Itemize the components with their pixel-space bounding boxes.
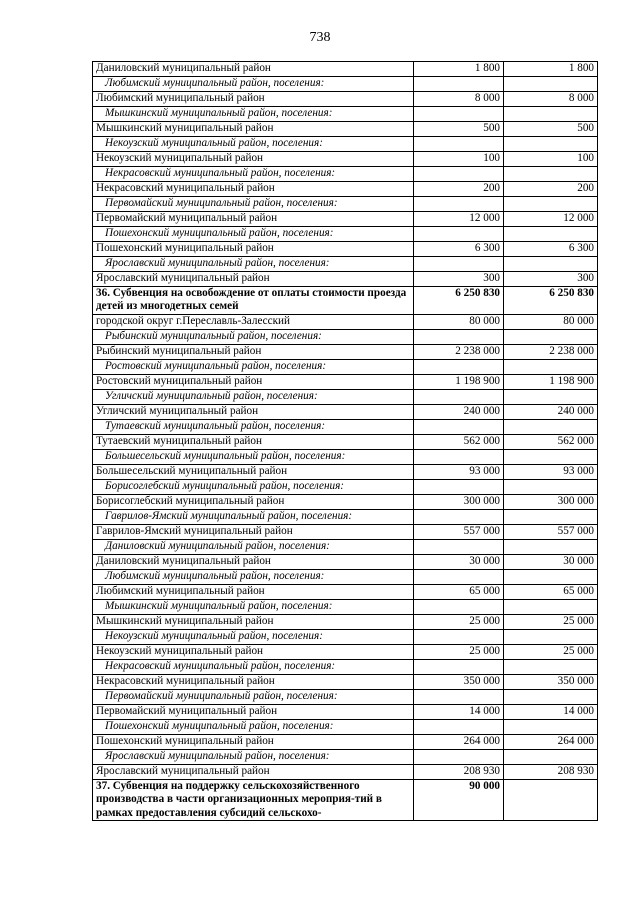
value-cell-2: 300 xyxy=(504,272,598,287)
table-row xyxy=(93,314,598,329)
value-cell-1 xyxy=(414,539,504,554)
row-name-cell: Мышкинский муниципальный район, поселения: xyxy=(93,107,414,122)
value-cell-2 xyxy=(504,167,598,182)
value-cell-1: 65 000 xyxy=(414,584,504,599)
row-name-cell: Первомайский муниципальный район, поселения: xyxy=(93,689,414,704)
subheading-row xyxy=(93,539,598,554)
table-row xyxy=(93,704,598,719)
value-cell-1 xyxy=(414,659,504,674)
table-row xyxy=(93,614,598,629)
value-cell-2 xyxy=(504,107,598,122)
row-name-cell: Первомайский муниципальный район, поселения: xyxy=(93,197,414,212)
value-cell-2: 208 930 xyxy=(504,764,598,779)
value-cell-1 xyxy=(414,77,504,92)
value-cell-1 xyxy=(414,227,504,242)
table-row xyxy=(93,212,598,227)
value-cell-2: 562 000 xyxy=(504,434,598,449)
value-cell-1 xyxy=(414,479,504,494)
row-name-cell: Некрасовский муниципальный район, поселения: xyxy=(93,659,414,674)
table-row xyxy=(93,272,598,287)
row-name-cell: Рыбинский муниципальный район, поселения: xyxy=(93,329,414,344)
value-cell-1: 25 000 xyxy=(414,644,504,659)
row-name-cell: Даниловский муниципальный район xyxy=(93,554,414,569)
table-row xyxy=(93,674,598,689)
subheading-row xyxy=(93,659,598,674)
value-cell-2: 2 238 000 xyxy=(504,344,598,359)
value-cell-2 xyxy=(504,509,598,524)
row-name-cell: Большесельский муниципальный район xyxy=(93,464,414,479)
value-cell-2: 6 250 830 xyxy=(504,287,598,315)
table-row xyxy=(93,644,598,659)
value-cell-1: 240 000 xyxy=(414,404,504,419)
value-cell-1: 350 000 xyxy=(414,674,504,689)
row-name-cell: Гаврилов-Ямский муниципальный район xyxy=(93,524,414,539)
row-name-cell: 36. Субвенция на освобождение от оплаты стоимости проезда детей из многодетных семей xyxy=(93,287,414,315)
value-cell-2 xyxy=(504,419,598,434)
row-name-cell: Угличский муниципальный район xyxy=(93,404,414,419)
row-name-cell: Рыбинский муниципальный район xyxy=(93,344,414,359)
row-name-cell: Тутаевский муниципальный район xyxy=(93,434,414,449)
value-cell-1 xyxy=(414,257,504,272)
value-cell-2 xyxy=(504,719,598,734)
table-row xyxy=(93,182,598,197)
row-name-cell: Некрасовский муниципальный район xyxy=(93,674,414,689)
value-cell-1 xyxy=(414,599,504,614)
row-name-cell: Ярославский муниципальный район, поселения: xyxy=(93,257,414,272)
value-cell-1: 300 xyxy=(414,272,504,287)
row-name-cell: Любимский муниципальный район, поселения: xyxy=(93,569,414,584)
row-name-cell: Пошехонский муниципальный район, поселения: xyxy=(93,719,414,734)
value-cell-1: 200 xyxy=(414,182,504,197)
value-cell-2: 6 300 xyxy=(504,242,598,257)
row-name-cell: Большесельский муниципальный район, поселения: xyxy=(93,449,414,464)
value-cell-2 xyxy=(504,227,598,242)
value-cell-1: 562 000 xyxy=(414,434,504,449)
row-name-cell: Пошехонский муниципальный район, поселения: xyxy=(93,227,414,242)
row-name-cell: Некрасовский муниципальный район xyxy=(93,182,414,197)
value-cell-1 xyxy=(414,719,504,734)
row-name-cell: Пошехонский муниципальный район xyxy=(93,242,414,257)
budget-table xyxy=(92,61,598,821)
subheading-row xyxy=(93,77,598,92)
subheading-row xyxy=(93,749,598,764)
subheading-row xyxy=(93,137,598,152)
value-cell-1: 6 250 830 xyxy=(414,287,504,315)
row-name-cell: Любимский муниципальный район, поселения: xyxy=(93,77,414,92)
value-cell-1: 2 238 000 xyxy=(414,344,504,359)
value-cell-2 xyxy=(504,779,598,820)
value-cell-2 xyxy=(504,599,598,614)
value-cell-1 xyxy=(414,197,504,212)
subheading-row xyxy=(93,329,598,344)
subheading-row xyxy=(93,629,598,644)
value-cell-1 xyxy=(414,629,504,644)
row-name-cell: Даниловский муниципальный район xyxy=(93,62,414,77)
value-cell-2 xyxy=(504,77,598,92)
subheading-row xyxy=(93,227,598,242)
value-cell-2: 1 198 900 xyxy=(504,374,598,389)
value-cell-1: 208 930 xyxy=(414,764,504,779)
value-cell-2: 200 xyxy=(504,182,598,197)
row-name-cell: Мышкинский муниципальный район, поселения: xyxy=(93,599,414,614)
value-cell-1: 8 000 xyxy=(414,92,504,107)
subheading-row xyxy=(93,689,598,704)
table-row xyxy=(93,122,598,137)
value-cell-1: 93 000 xyxy=(414,464,504,479)
table-row xyxy=(93,524,598,539)
subheading-row xyxy=(93,719,598,734)
value-cell-2 xyxy=(504,359,598,374)
value-cell-1 xyxy=(414,749,504,764)
page-number: 738 xyxy=(309,30,331,45)
subheading-row xyxy=(93,479,598,494)
row-name-cell: Некоузский муниципальный район, поселения: xyxy=(93,137,414,152)
row-name-cell: Некоузский муниципальный район xyxy=(93,644,414,659)
value-cell-2 xyxy=(504,539,598,554)
row-name-cell: Угличский муниципальный район, поселения: xyxy=(93,389,414,404)
subheading-row xyxy=(93,257,598,272)
table-row xyxy=(93,62,598,77)
subheading-row xyxy=(93,359,598,374)
table-row xyxy=(93,464,598,479)
value-cell-2 xyxy=(504,659,598,674)
value-cell-1: 25 000 xyxy=(414,614,504,629)
value-cell-1 xyxy=(414,419,504,434)
subheading-row xyxy=(93,419,598,434)
subheading-row xyxy=(93,449,598,464)
value-cell-2: 93 000 xyxy=(504,464,598,479)
table-row xyxy=(93,494,598,509)
value-cell-2 xyxy=(504,449,598,464)
value-cell-1: 80 000 xyxy=(414,314,504,329)
table-row xyxy=(93,434,598,449)
table-row xyxy=(93,554,598,569)
subheading-row xyxy=(93,197,598,212)
value-cell-1 xyxy=(414,449,504,464)
section-heading-row xyxy=(93,287,598,315)
value-cell-1 xyxy=(414,389,504,404)
value-cell-1 xyxy=(414,107,504,122)
table-row xyxy=(93,242,598,257)
value-cell-1: 30 000 xyxy=(414,554,504,569)
value-cell-2 xyxy=(504,257,598,272)
table-row xyxy=(93,764,598,779)
value-cell-1 xyxy=(414,569,504,584)
value-cell-1: 500 xyxy=(414,122,504,137)
value-cell-2: 8 000 xyxy=(504,92,598,107)
value-cell-1: 90 000 xyxy=(414,779,504,820)
value-cell-1: 1 800 xyxy=(414,62,504,77)
table-row xyxy=(93,152,598,167)
value-cell-1 xyxy=(414,359,504,374)
row-name-cell: Первомайский муниципальный район xyxy=(93,704,414,719)
row-name-cell: Мышкинский муниципальный район xyxy=(93,614,414,629)
section-heading-row xyxy=(93,779,598,820)
row-name-cell: Некоузский муниципальный район, поселения: xyxy=(93,629,414,644)
value-cell-2 xyxy=(504,689,598,704)
row-name-cell: Ростовский муниципальный район, поселения: xyxy=(93,359,414,374)
value-cell-1 xyxy=(414,137,504,152)
table-row xyxy=(93,404,598,419)
value-cell-2: 1 800 xyxy=(504,62,598,77)
value-cell-1: 100 xyxy=(414,152,504,167)
row-name-cell: Некоузский муниципальный район xyxy=(93,152,414,167)
row-name-cell: Пошехонский муниципальный район xyxy=(93,734,414,749)
value-cell-1: 12 000 xyxy=(414,212,504,227)
value-cell-2: 12 000 xyxy=(504,212,598,227)
row-name-cell: Любимский муниципальный район xyxy=(93,584,414,599)
row-name-cell: Мышкинский муниципальный район xyxy=(93,122,414,137)
row-name-cell: Некрасовский муниципальный район, поселения: xyxy=(93,167,414,182)
value-cell-2: 350 000 xyxy=(504,674,598,689)
table-row xyxy=(93,584,598,599)
row-name-cell: Первомайский муниципальный район xyxy=(93,212,414,227)
row-name-cell: Гаврилов-Ямский муниципальный район, поселения: xyxy=(93,509,414,524)
row-name-cell: Ростовский муниципальный район xyxy=(93,374,414,389)
value-cell-2 xyxy=(504,137,598,152)
value-cell-2: 14 000 xyxy=(504,704,598,719)
row-name-cell: Ярославский муниципальный район, поселения: xyxy=(93,749,414,764)
value-cell-2 xyxy=(504,569,598,584)
value-cell-1 xyxy=(414,329,504,344)
value-cell-2: 264 000 xyxy=(504,734,598,749)
value-cell-1: 1 198 900 xyxy=(414,374,504,389)
subheading-row xyxy=(93,389,598,404)
budget-table-body xyxy=(93,62,598,821)
value-cell-1 xyxy=(414,167,504,182)
table-row xyxy=(93,344,598,359)
value-cell-2: 240 000 xyxy=(504,404,598,419)
value-cell-1: 557 000 xyxy=(414,524,504,539)
value-cell-2 xyxy=(504,479,598,494)
subheading-row xyxy=(93,167,598,182)
value-cell-1: 6 300 xyxy=(414,242,504,257)
row-name-cell: Борисоглебский муниципальный район, поселения: xyxy=(93,479,414,494)
subheading-row xyxy=(93,599,598,614)
value-cell-2: 80 000 xyxy=(504,314,598,329)
row-name-cell: городской округ г.Переславль-Залесский xyxy=(93,314,414,329)
row-name-cell: Ярославский муниципальный район xyxy=(93,764,414,779)
value-cell-2: 65 000 xyxy=(504,584,598,599)
subheading-row xyxy=(93,107,598,122)
value-cell-2 xyxy=(504,389,598,404)
value-cell-2 xyxy=(504,629,598,644)
row-name-cell: Борисоглебский муниципальный район xyxy=(93,494,414,509)
row-name-cell: Ярославский муниципальный район xyxy=(93,272,414,287)
value-cell-2 xyxy=(504,749,598,764)
value-cell-2: 557 000 xyxy=(504,524,598,539)
row-name-cell: 37. Субвенция на поддержку сельскохозяйственного производства в части организационных мероприя-тий в рамках предоставления субсидий сельскохо- xyxy=(93,779,414,820)
row-name-cell: Даниловский муниципальный район, поселения: xyxy=(93,539,414,554)
table-row xyxy=(93,374,598,389)
value-cell-2: 100 xyxy=(504,152,598,167)
value-cell-2 xyxy=(504,329,598,344)
value-cell-2: 300 000 xyxy=(504,494,598,509)
value-cell-2: 500 xyxy=(504,122,598,137)
value-cell-1 xyxy=(414,509,504,524)
value-cell-1: 14 000 xyxy=(414,704,504,719)
subheading-row xyxy=(93,569,598,584)
table-row xyxy=(93,734,598,749)
value-cell-2: 30 000 xyxy=(504,554,598,569)
value-cell-1: 300 000 xyxy=(414,494,504,509)
table-row xyxy=(93,92,598,107)
value-cell-2 xyxy=(504,197,598,212)
value-cell-1: 264 000 xyxy=(414,734,504,749)
value-cell-2: 25 000 xyxy=(504,614,598,629)
row-name-cell: Тутаевский муниципальный район, поселения: xyxy=(93,419,414,434)
value-cell-2: 25 000 xyxy=(504,644,598,659)
row-name-cell: Любимский муниципальный район xyxy=(93,92,414,107)
value-cell-1 xyxy=(414,689,504,704)
subheading-row xyxy=(93,509,598,524)
